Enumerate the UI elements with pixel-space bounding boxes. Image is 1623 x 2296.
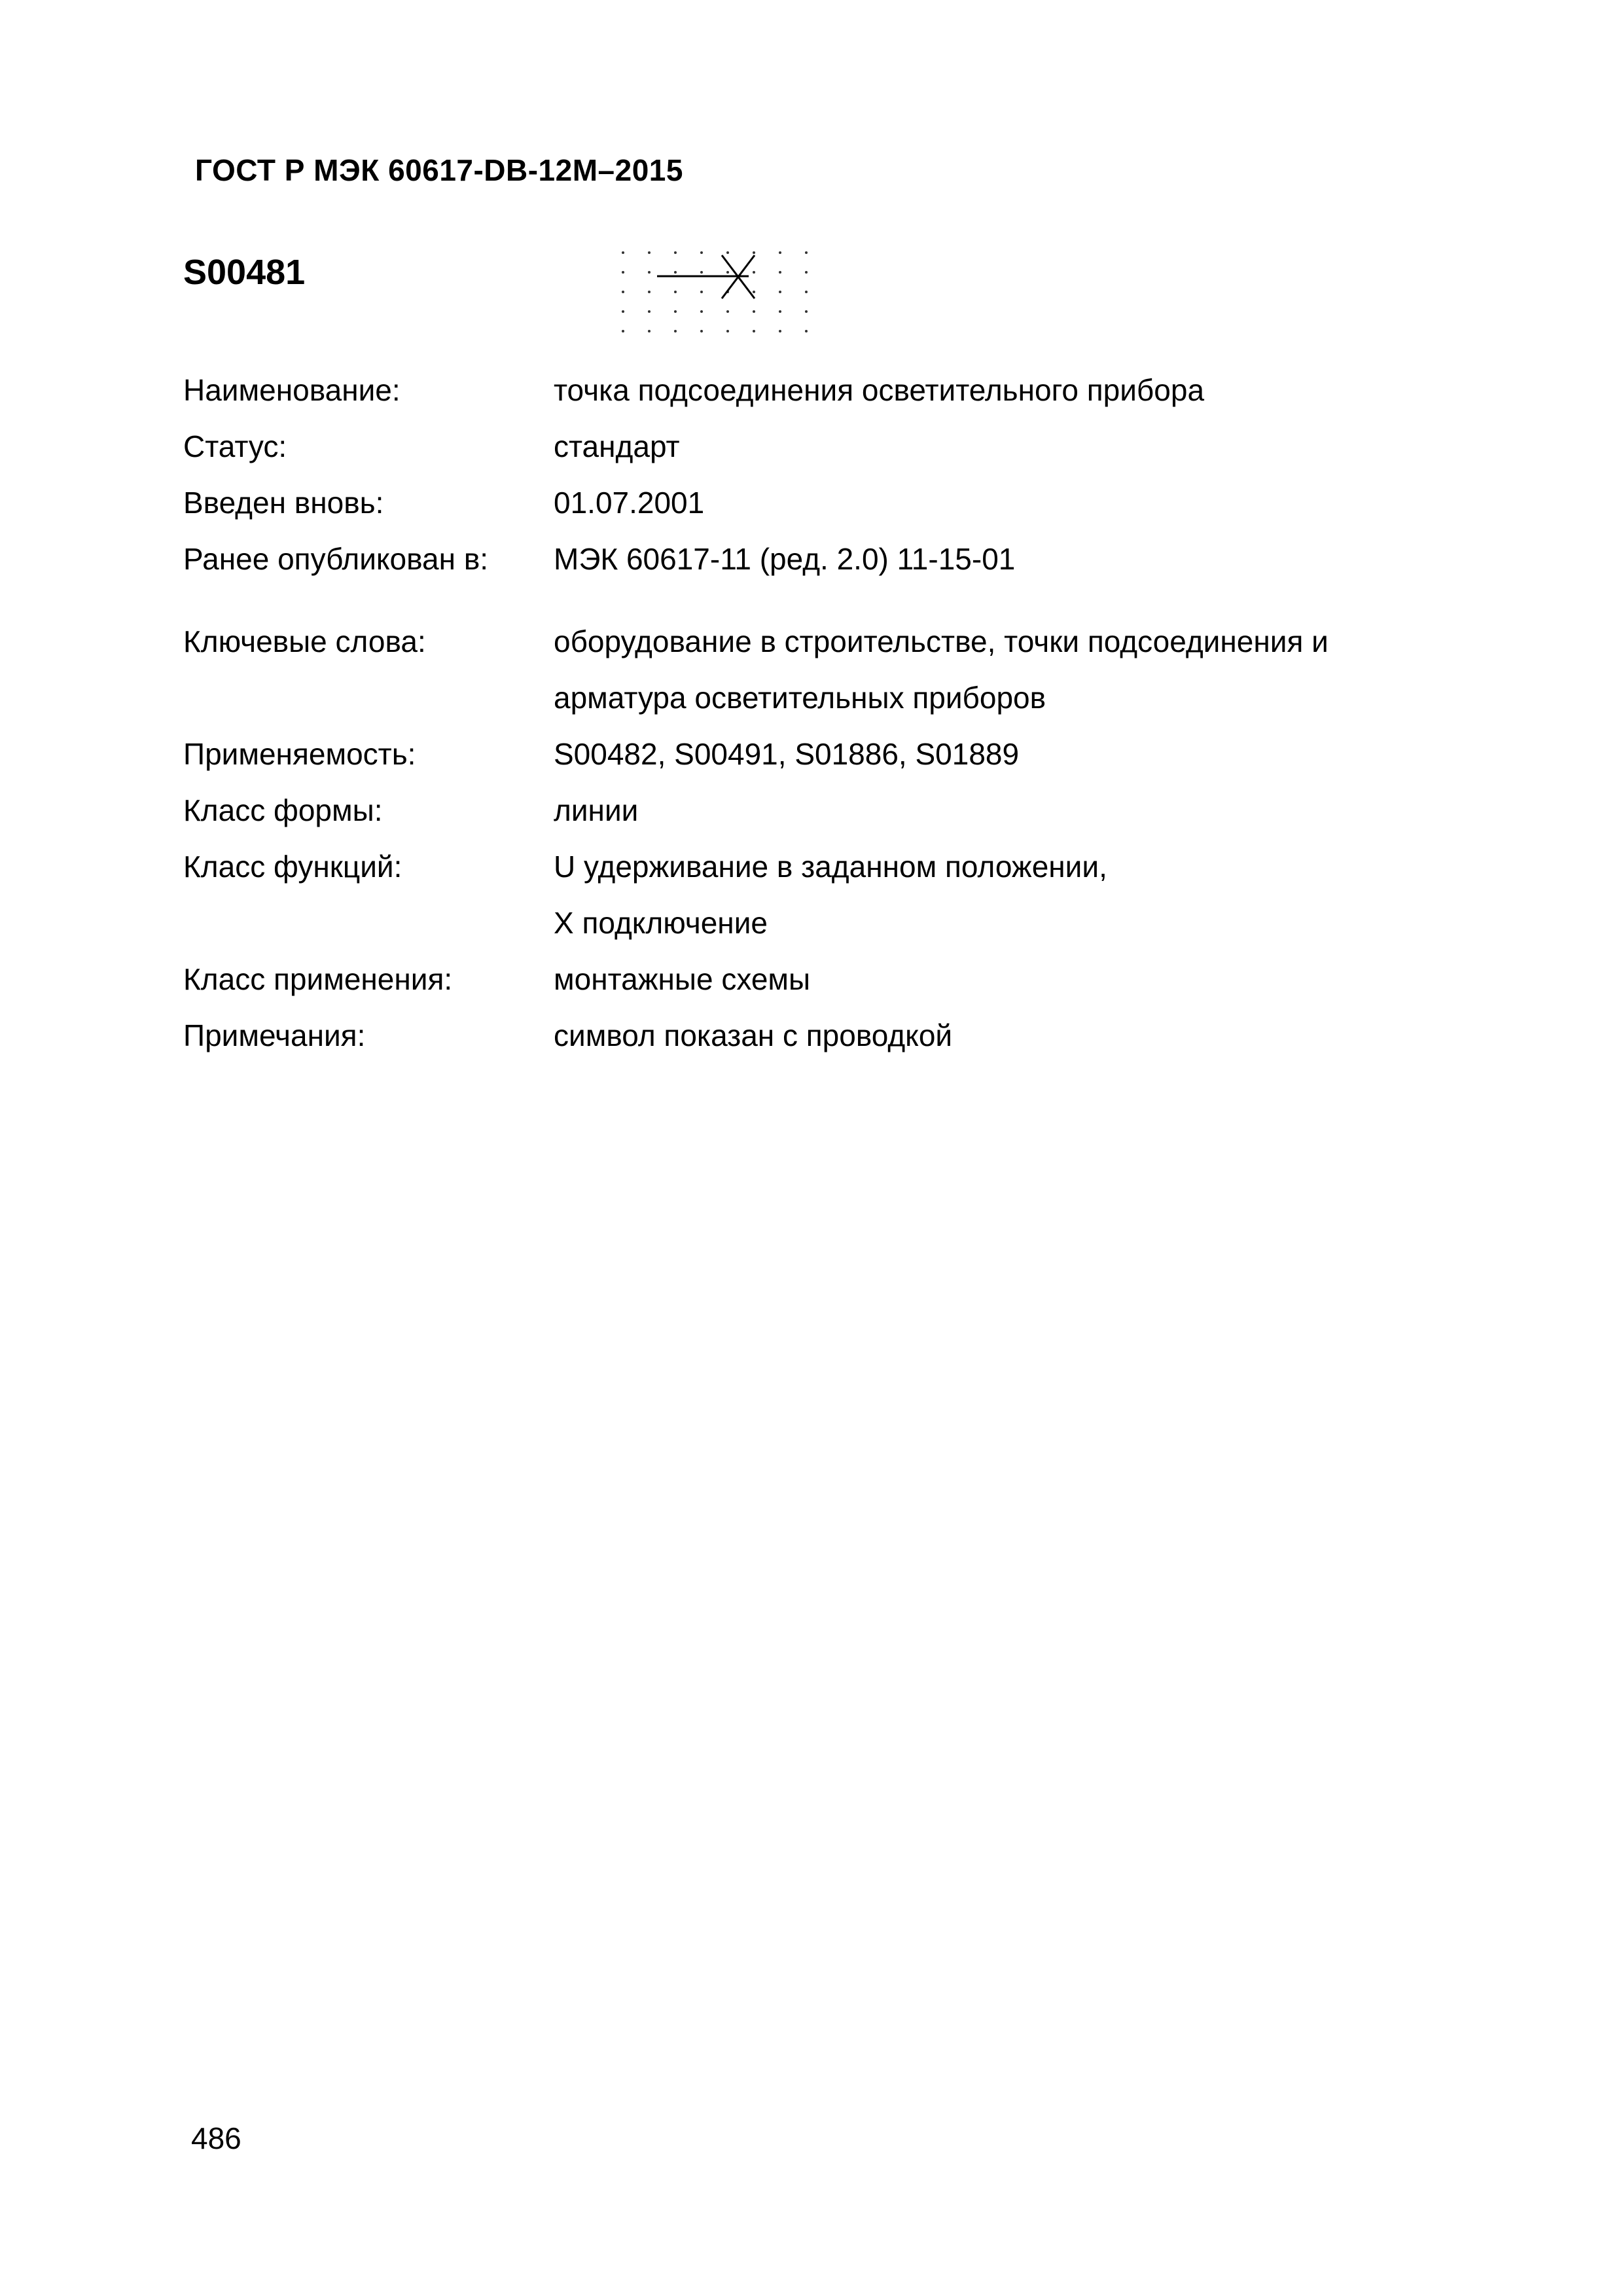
symbol-code: S00481 <box>183 253 306 292</box>
grid-dot <box>674 251 677 254</box>
property-value-line: стандарт <box>554 429 680 463</box>
grid-dot <box>648 251 651 254</box>
grid-dot <box>648 291 651 293</box>
grid-dot <box>648 271 651 274</box>
property-row <box>183 726 1466 782</box>
grid-dot <box>753 310 755 313</box>
property-value-line: 01.07.2001 <box>554 486 705 520</box>
grid-dot <box>700 251 703 254</box>
property-row <box>183 782 1466 838</box>
grid-dot <box>622 330 624 332</box>
property-value-line: U удерживание в заданном положении, <box>554 850 1107 884</box>
grid-dot <box>648 310 651 313</box>
property-value-line: S00482, S00491, S01886, S01889 <box>554 737 1020 771</box>
property-row <box>183 613 1466 726</box>
grid-dot <box>700 271 703 274</box>
properties-table <box>183 362 1466 1064</box>
property-value-line: монтажные схемы <box>554 962 811 996</box>
grid-dot <box>622 291 624 293</box>
grid-dot <box>674 330 677 332</box>
property-value <box>554 613 1466 726</box>
property-label: Класс применения: <box>183 962 453 996</box>
grid-dot <box>753 291 755 293</box>
property-value <box>554 726 1466 782</box>
grid-dot <box>779 330 781 332</box>
grid-dot <box>648 330 651 332</box>
property-value <box>554 418 1466 475</box>
property-label: Применяемость: <box>183 737 416 771</box>
property-value-line: символ показан с проводкой <box>554 1018 953 1052</box>
property-value <box>554 838 1466 951</box>
grid-dot <box>674 291 677 293</box>
grid-dot <box>726 310 729 313</box>
grid-dot <box>726 251 729 254</box>
property-row <box>183 475 1466 531</box>
grid-dot <box>674 310 677 313</box>
grid-dots <box>622 251 808 332</box>
property-row <box>183 531 1466 587</box>
property-row <box>183 1007 1466 1064</box>
property-value <box>554 475 1466 531</box>
property-label: Ранее опубликован в: <box>183 542 489 576</box>
property-row <box>183 418 1466 475</box>
grid-dot <box>753 271 755 274</box>
property-value <box>554 531 1466 587</box>
grid-dot <box>622 271 624 274</box>
grid-dot <box>700 291 703 293</box>
property-value-line: X подключение <box>554 906 768 940</box>
property-value-line: МЭК 60617-11 (ред. 2.0) 11-15-01 <box>554 542 1016 576</box>
grid-dot <box>805 271 808 274</box>
grid-dot <box>805 251 808 254</box>
property-value <box>554 951 1466 1007</box>
grid-dot <box>622 251 624 254</box>
grid-dot <box>805 291 808 293</box>
grid-dot <box>779 271 781 274</box>
property-label: Примечания: <box>183 1018 366 1052</box>
property-value-line: точка подсоединения осветительного прибора <box>554 373 1205 407</box>
property-label: Класс формы: <box>183 793 383 827</box>
grid-dot <box>805 310 808 313</box>
lighting-outlet-symbol-figure <box>615 243 838 348</box>
property-label: Статус: <box>183 429 287 463</box>
grid-dot <box>726 330 729 332</box>
property-row <box>183 951 1466 1007</box>
property-label: Наименование: <box>183 373 401 407</box>
property-value <box>554 1007 1466 1064</box>
property-label: Класс функций: <box>183 850 402 884</box>
property-value-line: оборудование в строительстве, точки подсоединения и <box>554 624 1329 658</box>
property-row <box>183 838 1466 951</box>
grid-dot <box>779 291 781 293</box>
property-value <box>554 362 1466 418</box>
property-value-line: арматура осветительных приборов <box>554 681 1046 715</box>
page-number: 486 <box>191 2121 241 2155</box>
grid-dot <box>700 310 703 313</box>
grid-dot <box>779 310 781 313</box>
grid-dot <box>805 330 808 332</box>
property-label: Введен вновь: <box>183 486 384 520</box>
grid-dot <box>674 271 677 274</box>
grid-dot <box>753 251 755 254</box>
grid-dot <box>726 271 729 274</box>
document-header: ГОСТ Р МЭК 60617-DB-12M–2015 <box>195 153 683 187</box>
grid-dot <box>700 330 703 332</box>
property-row <box>183 362 1466 418</box>
grid-dot <box>622 310 624 313</box>
grid-dot <box>779 251 781 254</box>
property-value-line: линии <box>554 793 639 827</box>
property-label: Ключевые слова: <box>183 624 426 658</box>
grid-dot <box>753 330 755 332</box>
property-value <box>554 782 1466 838</box>
